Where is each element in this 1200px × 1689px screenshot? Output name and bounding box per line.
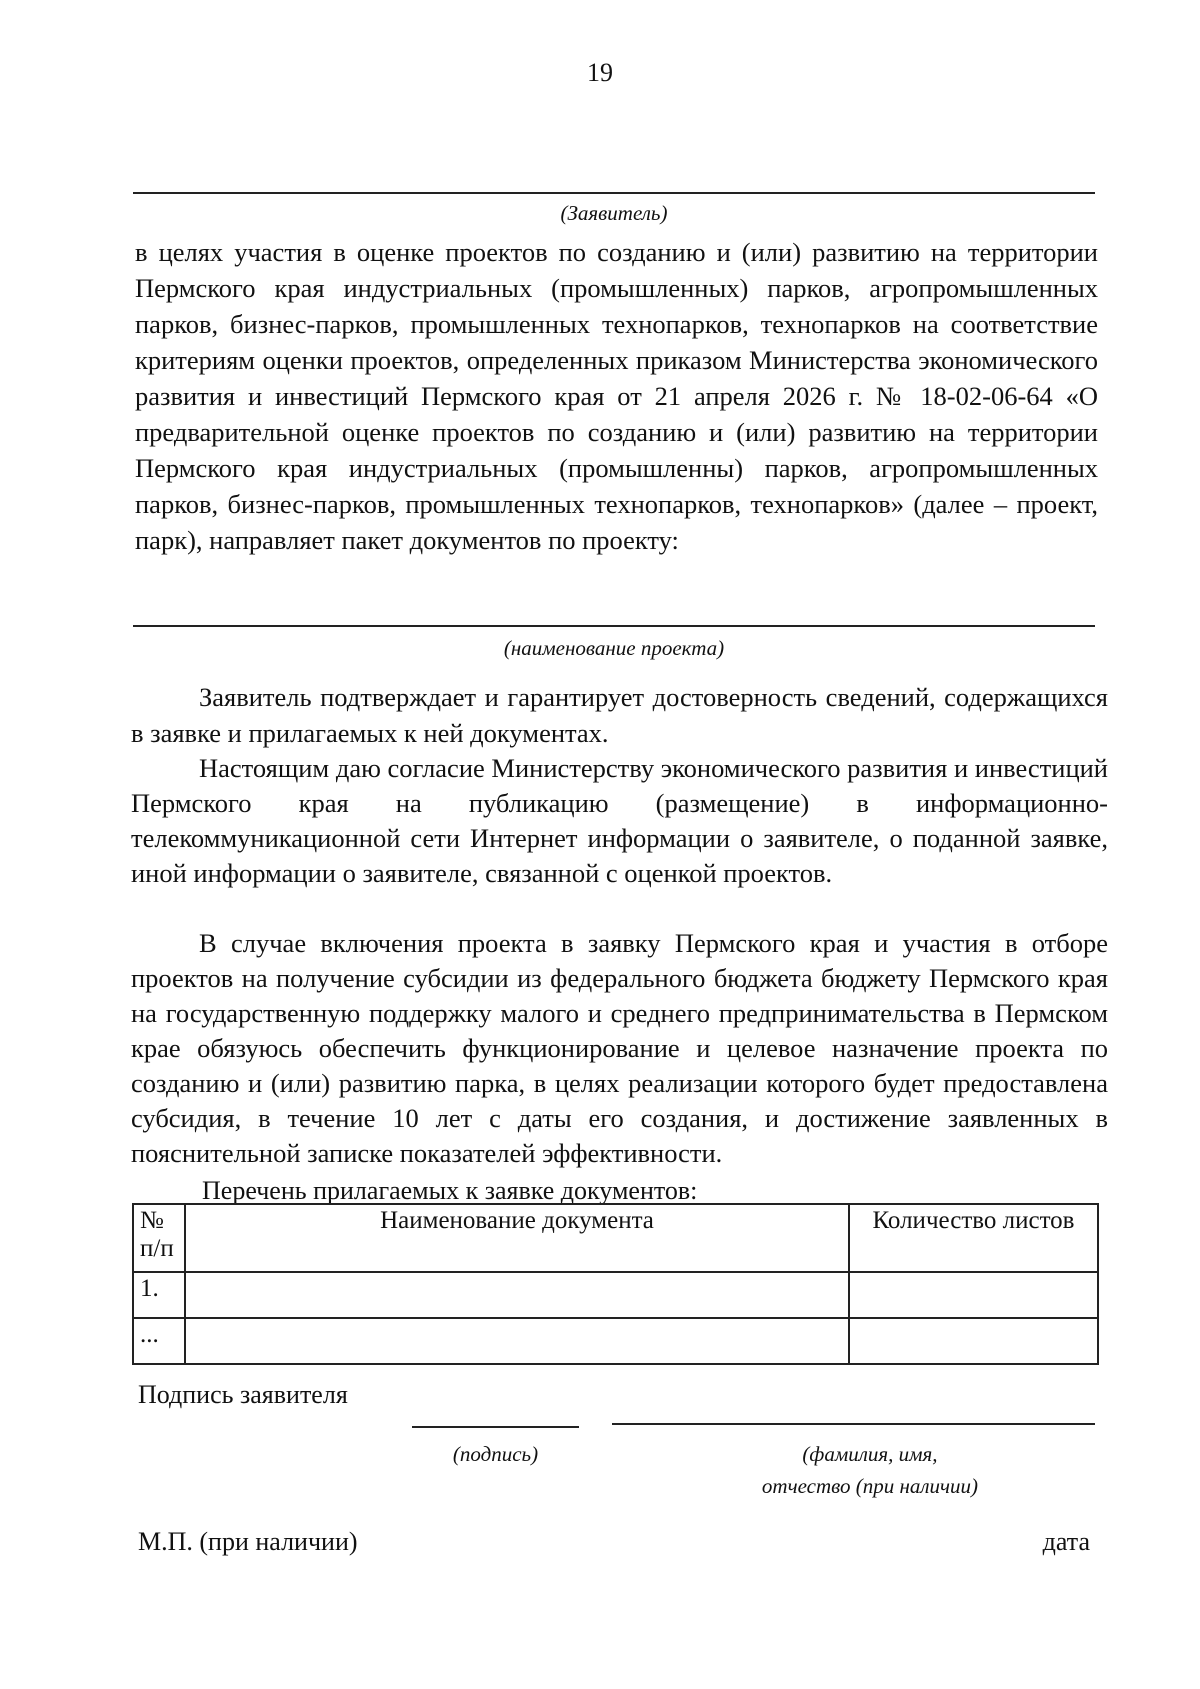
name-caption-line2: отчество (при наличии) <box>761 1474 979 1498</box>
name-caption-line1: (фамилия, имя, <box>802 1442 938 1466</box>
table-header-row <box>133 1204 1098 1272</box>
project-line <box>133 625 1095 627</box>
documents-title: Перечень прилагаемых к заявке документов: <box>202 1176 698 1205</box>
row-num: 1. <box>133 1272 185 1318</box>
table-row <box>133 1318 1098 1364</box>
signature-line <box>412 1426 579 1428</box>
table-row <box>133 1272 1098 1318</box>
page-number: 19 <box>587 58 613 87</box>
project-caption: (наименование проекта) <box>503 636 725 660</box>
paragraph-consent: Настоящим даю согласие Министерству экономического развития и инвестиций Пермского края на публикацию (размещение) в информационно-телекоммуникационной сети Интернет информации о заявителе, о поданной заявке, иной информации о заявителе, связанной с оценкой проектов. <box>131 753 1108 888</box>
row-name[interactable] <box>185 1318 849 1364</box>
row-count[interactable] <box>849 1272 1098 1318</box>
signature-caption: (подпись) <box>452 1442 539 1466</box>
seal-label: М.П. (при наличии) <box>138 1527 358 1556</box>
signature-label: Подпись заявителя <box>138 1380 348 1409</box>
date-label: дата <box>1042 1527 1090 1556</box>
header-num: № п/п <box>133 1204 185 1272</box>
row-name[interactable] <box>185 1272 849 1318</box>
applicant-caption: (Заявитель) <box>560 201 668 225</box>
paragraph-confirm: Заявитель подтверждает и гарантирует достоверность сведений, содержащихся в заявке и прилагаемых к ней документах. <box>131 682 1108 748</box>
row-num: ... <box>133 1318 185 1364</box>
name-line <box>612 1423 1095 1425</box>
documents-table <box>132 1203 1099 1365</box>
row-count[interactable] <box>849 1318 1098 1364</box>
header-count: Количество листов <box>849 1204 1098 1272</box>
paragraph-purpose: в целях участия в оценке проектов по созданию и (или) развитию на территории Пермского края индустриальных (промышленных) парков, агропромышленных парков, бизнес-парков, промышленных технопарков, технопарков на соответствие критериям оценки проектов, определенных приказом Министерства экономического развития и инвестиций Пермского края от 21 апреля 2026 г. № 18-02-06-64 «О предварительной оценке проектов по созданию и (или) развитию на территории Пермского края индустриальных (промышленны) парков, агропромышленных парков, бизнес-парков, промышленных технопарков, технопарков» (далее – проект, парк), направляет пакет документов по проекту: <box>135 237 1098 555</box>
paragraph-obligation: В случае включения проекта в заявку Пермского края и участия в отборе проектов на получение субсидии из федерального бюджета бюджету Пермского края на государственную поддержку малого и среднего предпринимательства в Пермском крае обязуюсь обеспечить функционирование и целевое назначение проекта по созданию и (или) развитию парка, в целях реализации которого будет предоставлена субсидия, в течение 10 лет с даты его создания, и достижение заявленных в пояснительной записке показателей эффективности. <box>131 928 1108 1168</box>
header-name: Наименование документа <box>185 1204 849 1272</box>
applicant-line <box>133 192 1095 194</box>
